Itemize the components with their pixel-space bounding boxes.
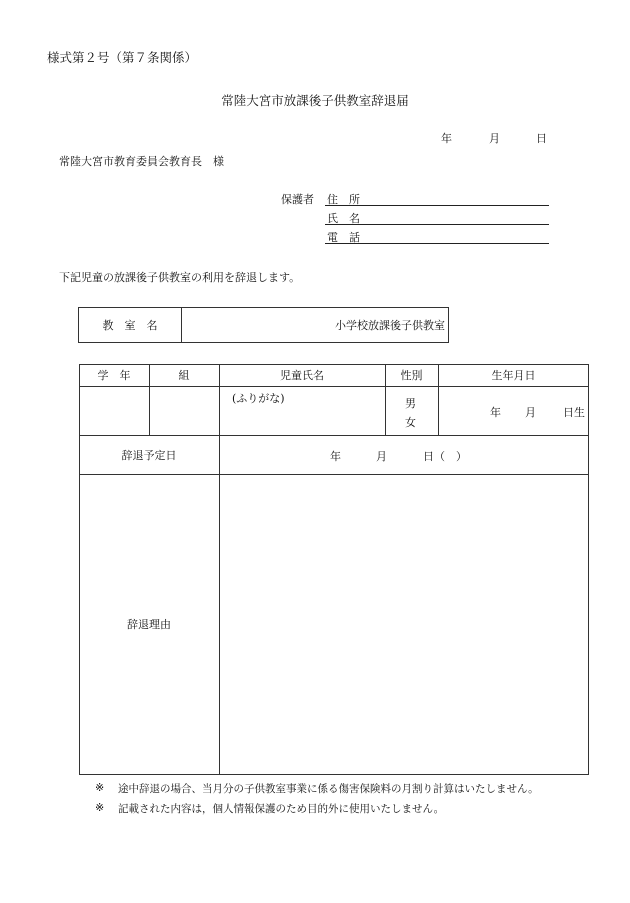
header-child-name: 児童氏名: [280, 369, 324, 382]
statement-text: 下記児童の放課後子供教室の利用を辞退します。: [59, 271, 301, 284]
reason-field[interactable]: [220, 475, 588, 774]
guardian-name-field[interactable]: [325, 224, 549, 225]
addressee: 常陸大宮市教育委員会教育長 様: [59, 155, 224, 168]
header-class: 組: [178, 369, 190, 382]
birth-day-label: 日生: [563, 406, 585, 419]
withdraw-month-label: 月: [376, 450, 387, 463]
form-number: 様式第２号（第７条関係）: [47, 50, 198, 65]
reason-label: 辞退理由: [127, 618, 171, 631]
date-day-label: 日: [536, 132, 547, 145]
birth-month-label: 月: [525, 406, 536, 419]
header-birthdate: 生年月日: [491, 369, 536, 382]
date-year-label: 年: [441, 132, 452, 145]
guardian-name-label: 氏 名: [327, 212, 360, 225]
birth-year-label: 年: [490, 406, 501, 419]
classroom-box: [78, 307, 449, 343]
furigana-label: (ふりがな): [232, 392, 285, 405]
withdraw-date-label: 辞退予定日: [121, 448, 177, 462]
guardian-phone-field[interactable]: [325, 243, 549, 244]
header-gender: 性別: [400, 369, 423, 382]
page-title: 常陸大宮市放課後子供教室辞退届: [221, 93, 409, 108]
gender-female-option[interactable]: 女: [405, 416, 416, 429]
guardian-phone-label: 電 話: [327, 231, 360, 244]
withdraw-year-label: 年: [330, 450, 341, 463]
classroom-label: 教 室 名: [102, 319, 158, 332]
guardian-address-label: 住 所: [327, 193, 360, 206]
header-grade: 学 年: [97, 369, 131, 382]
note-mark: ※: [95, 781, 105, 794]
note-mark: ※: [95, 801, 105, 814]
classroom-value: 小学校放課後子供教室: [335, 319, 445, 332]
guardian-address-field[interactable]: [325, 205, 549, 206]
date-month-label: 月: [489, 132, 500, 145]
note-text: 途中辞退の場合、当月分の子供教室事業に係る傷害保険料の月割り計算はいたしません。: [118, 783, 539, 795]
note-text: 記載された内容は，個人情報保護のため目的外に使用いたしません。: [118, 803, 445, 815]
guardian-label: 保護者: [281, 193, 314, 206]
withdraw-day-label: 日（ ）: [423, 450, 467, 463]
gender-male-option[interactable]: 男: [405, 397, 416, 410]
